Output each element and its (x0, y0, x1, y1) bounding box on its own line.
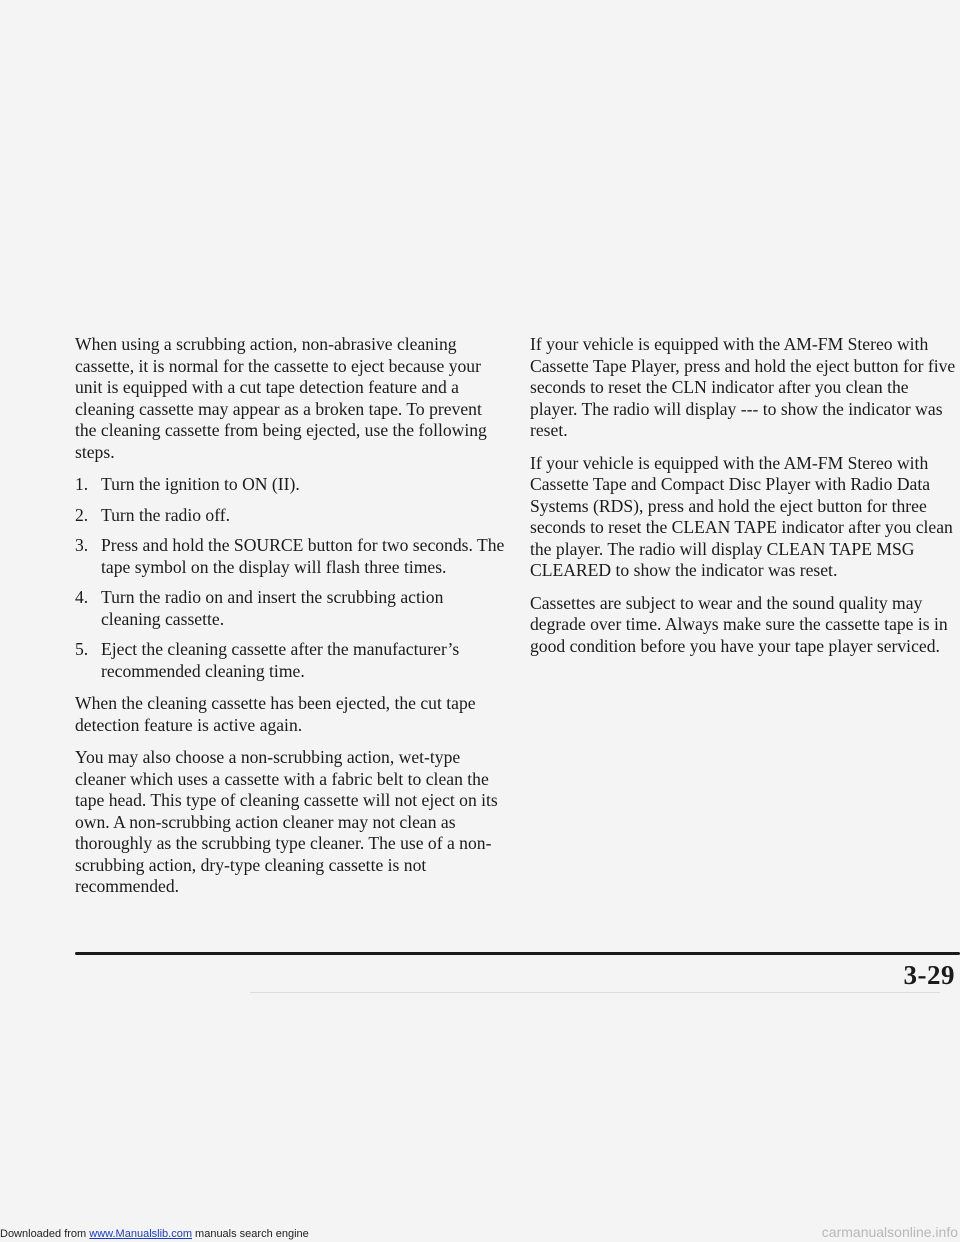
step-text: Turn the radio on and insert the scrubbing action cleaning cassette. (101, 587, 444, 629)
step-text: Eject the cleaning cassette after the manufacturer’s recommended cleaning time. (101, 639, 460, 681)
step-item (75, 505, 507, 527)
cleaning-steps-list (75, 474, 507, 682)
download-footer (0, 1228, 309, 1240)
step-item (75, 639, 507, 682)
step-item (75, 535, 507, 578)
footer-rule (75, 952, 960, 955)
intro-paragraph: When using a scrubbing action, non-abrasive cleaning cassette, it is normal for the cassette to eject because your unit is equipped with a cut tape detection feature and a cleaning cassette may appear as a broken tape. To prevent the cleaning cassette from being ejected, use the following steps. (75, 334, 487, 462)
step-text: Press and hold the SOURCE button for two seconds. The tape symbol on the display will flash three times. (101, 535, 505, 577)
footer-suffix: manuals search engine (191, 1228, 309, 1240)
step-number: 1. (75, 474, 89, 494)
cassette-wear-paragraph: Cassettes are subject to wear and the sound quality may degrade over time. Always make sure the cassette tape is in good condition before you have your tape player serviced. (530, 592, 948, 656)
step-number: 4. (75, 587, 89, 607)
cln-reset-paragraph: If your vehicle is equipped with the AM-FM Stereo with Cassette Tape Player, press and hold the eject button for five seconds to reset the CLN indicator after you clean the player. The radio will display --- to show the indicator was reset. (530, 334, 956, 440)
step-text: Turn the ignition to ON (II). (101, 474, 300, 494)
faint-divider (250, 992, 940, 993)
manualslib-link[interactable]: www.Manualslib.com (89, 1228, 192, 1240)
step-item (75, 474, 507, 496)
watermark-text: carmanualsonline.info (821, 1224, 958, 1240)
left-column (75, 334, 507, 909)
step-text: Turn the radio off. (101, 504, 231, 525)
step-item (75, 587, 507, 630)
non-scrubbing-paragraph: You may also choose a non-scrubbing action, wet-type cleaner which uses a cassette with a fabric belt to clean the tape head. This type of cleaning cassette will not eject on its own. A non-scrubbing action cleaner may not clean as thoroughly as the scrubbing type cleaner. The use of a non-scrubbing action, dry-type cleaning cassette is not recommended. (75, 747, 498, 896)
right-column (530, 334, 960, 668)
page-number: 3-29 (903, 960, 955, 990)
step-number: 2. (75, 504, 89, 525)
after-steps-paragraph: When the cleaning cassette has been ejected, the cut tape detection feature is active again. (75, 693, 476, 735)
footer-prefix: Downloaded from (0, 1228, 90, 1240)
step-number: 5. (75, 639, 89, 659)
clean-tape-reset-paragraph: If your vehicle is equipped with the AM-FM Stereo with Cassette Tape and Compact Disc Player with Radio Data Systems (RDS), press and hold the eject button for three seconds to reset the CLEAN TAPE indicator after you clean the player. The radio will display CLEAN TAPE MSG CLEARED to show the indicator was reset. (530, 452, 953, 580)
step-number: 3. (75, 535, 89, 555)
